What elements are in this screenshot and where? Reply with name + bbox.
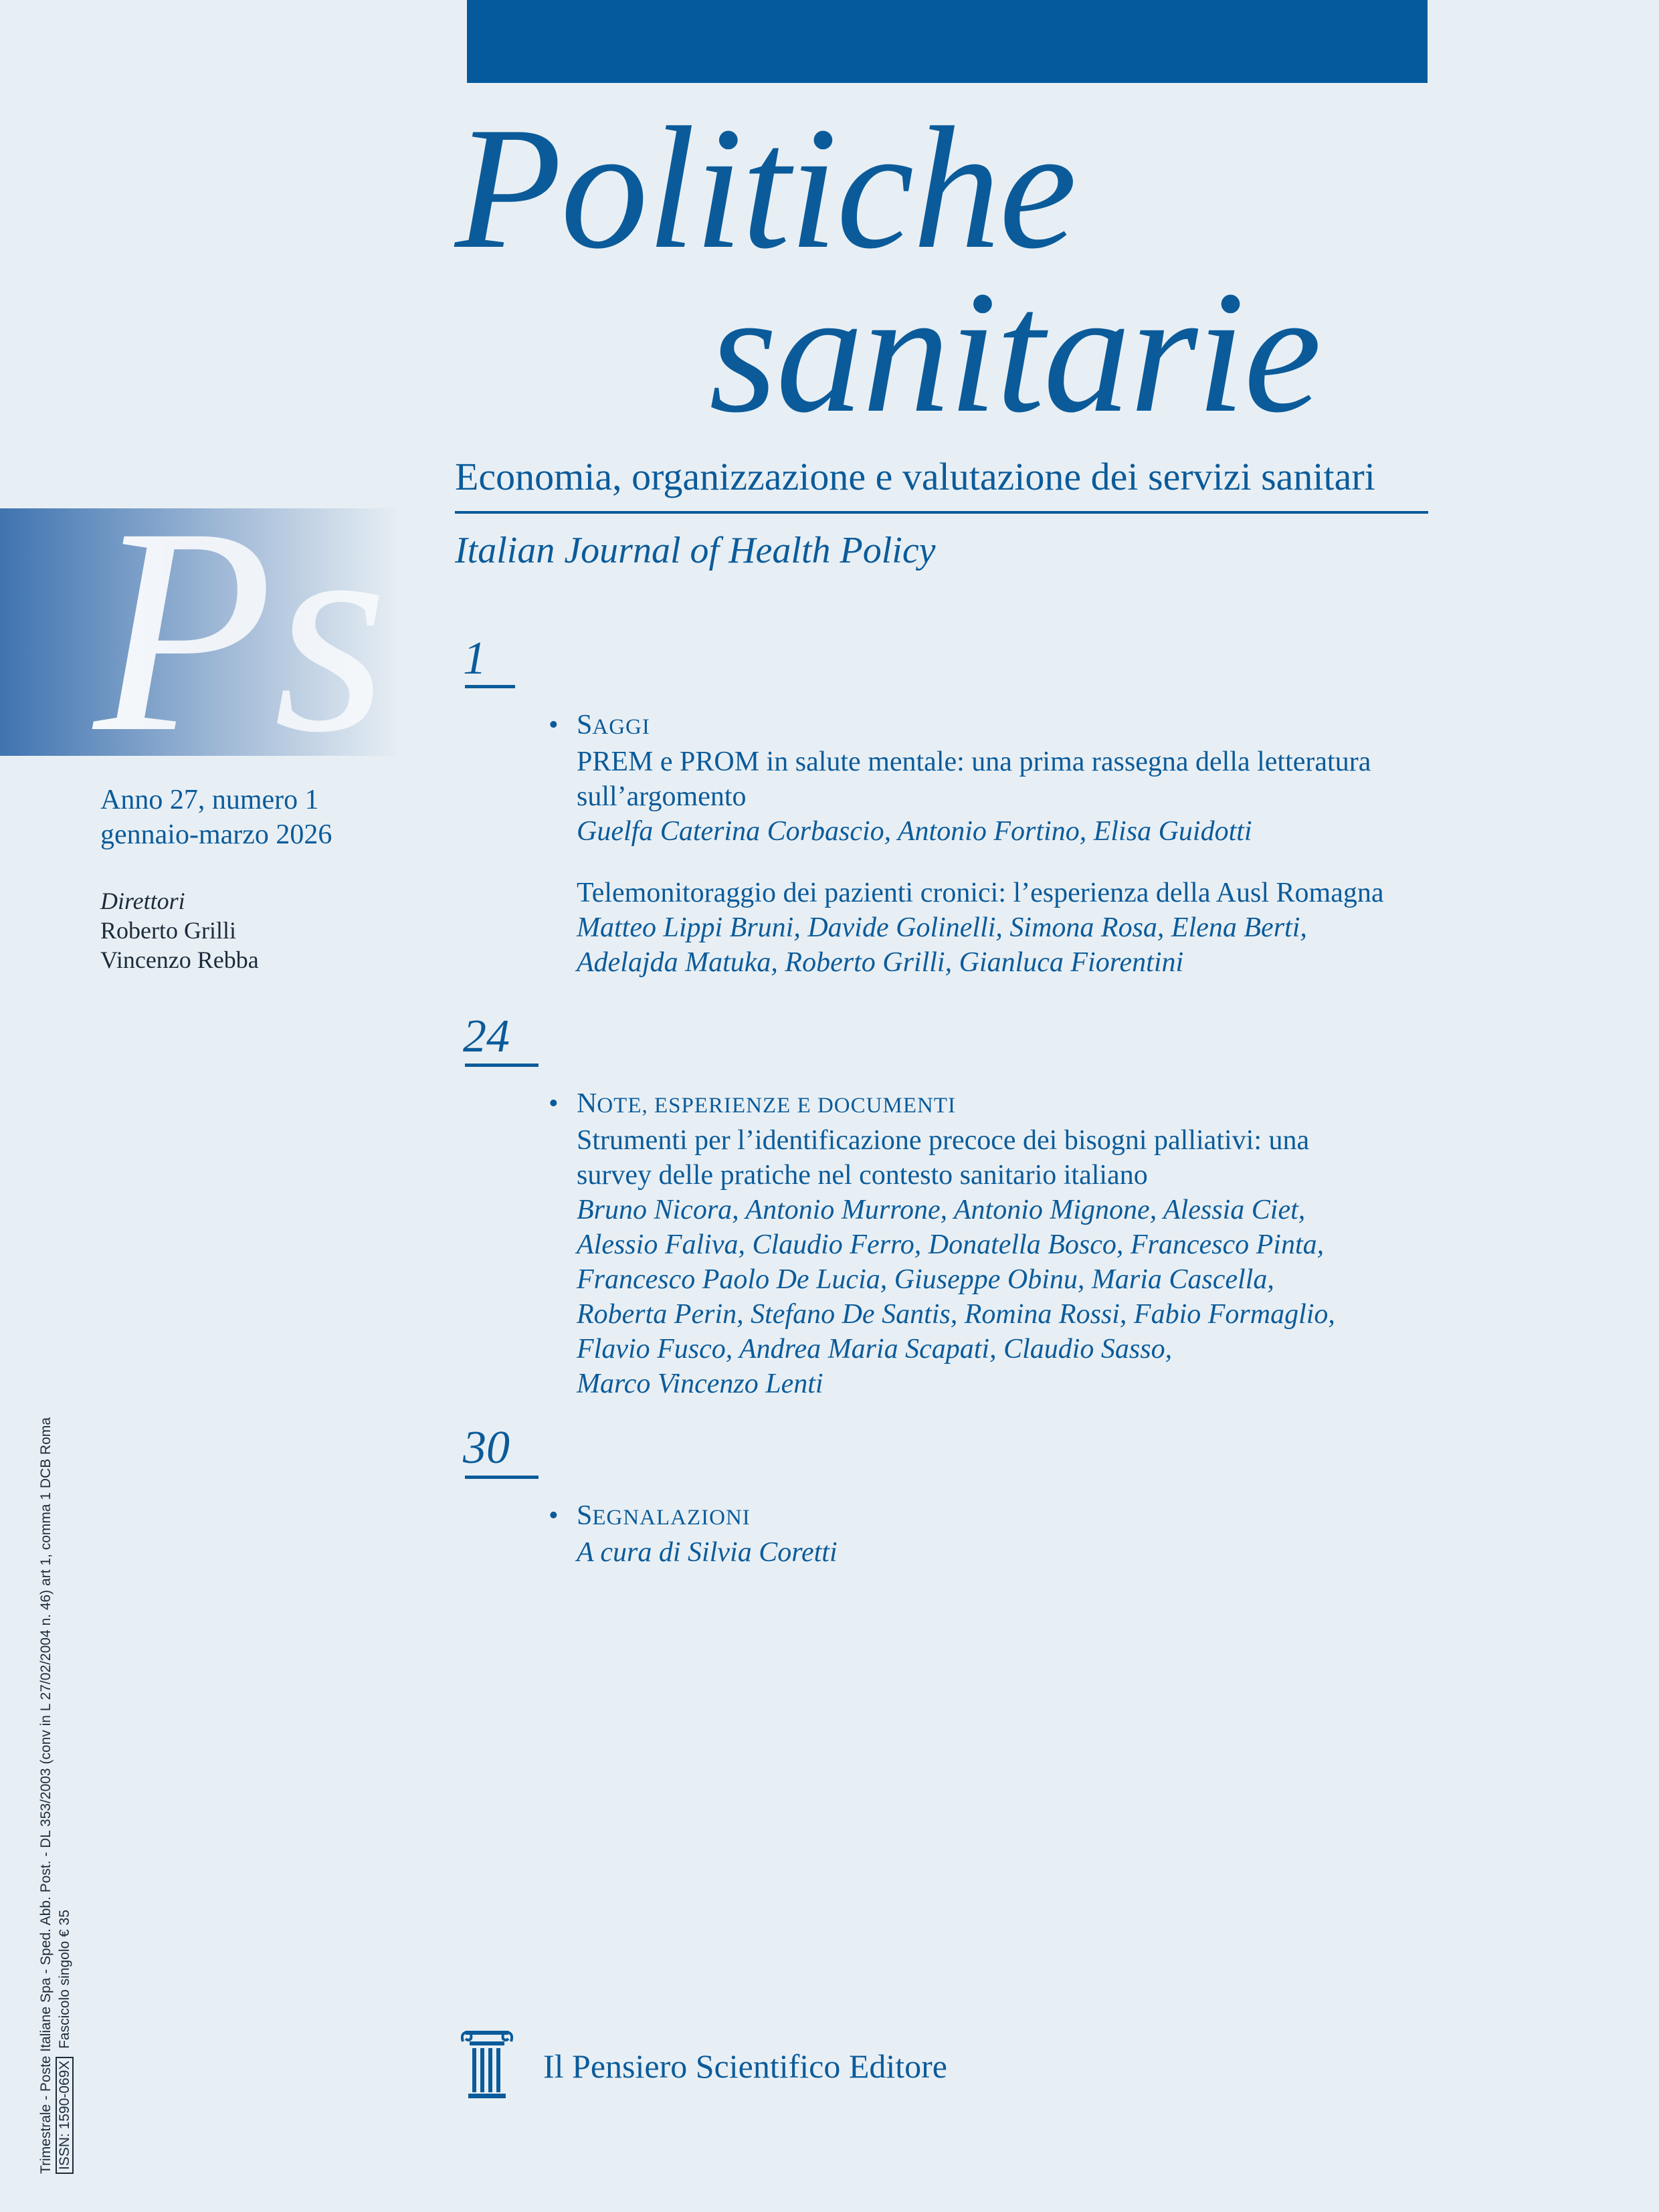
authors-line: Flavio Fusco, Andrea Maria Scapati, Claudio Sasso,: [577, 1334, 1173, 1365]
journal-title-line2: sanitarie: [709, 255, 1321, 449]
article-title-line: PREM e PROM in salute mentale: una prima rassegna della letteratura: [577, 746, 1371, 777]
page-number: 24: [463, 1011, 510, 1062]
section-title-initial: N: [577, 1088, 597, 1119]
director-name: Vincenzo Rebba: [100, 946, 259, 973]
column-logo-icon: [460, 2027, 514, 2100]
article-authors: [577, 1535, 1413, 1570]
article-title: [577, 744, 1413, 814]
page-number: 1: [463, 633, 486, 684]
article-title-line: Telemonitoraggio dei pazienti cronici: l’esperienza della Ausl Romagna: [577, 878, 1384, 908]
price: Fascicolo singolo € 35: [57, 1910, 72, 2049]
bullet-icon: •: [549, 1088, 559, 1119]
authors-line: Adelajda Matuka, Roberto Grilli, Gianluca Fiorentini: [577, 947, 1184, 978]
authors-line: Matteo Lippi Bruni, Davide Golinelli, Simona Rosa, Elena Berti,: [577, 912, 1307, 943]
article-title: [577, 1123, 1413, 1193]
journal-title-line1: Politiche: [455, 91, 1076, 285]
article-title-line: Strumenti per l’identificazione precoce dei bisogni palliativi: una: [577, 1125, 1310, 1156]
top-color-bar: [467, 0, 1428, 83]
toc-section: [549, 1086, 1413, 1401]
issue-date: gennaio-marzo 2026: [100, 819, 332, 850]
section-title: AGGI: [592, 715, 650, 739]
section-title-initial: S: [577, 710, 593, 740]
issn: ISSN: 1590-069X: [56, 2057, 74, 2174]
page-number: 30: [463, 1422, 510, 1474]
bullet-icon: •: [549, 710, 559, 740]
journal-subtitle: Economia, organizzazione e valutazione dei servizi sanitari: [455, 455, 1375, 498]
toc-section: [549, 708, 1413, 980]
section-title: EGNALAZIONI: [592, 1506, 751, 1530]
issue-number: Anno 27, numero 1: [100, 785, 319, 815]
section-title: OTE, ESPERIENZE E DOCUMENTI: [597, 1094, 956, 1118]
page-number-rule: [465, 1064, 539, 1067]
directors-label: Direttori: [100, 888, 185, 914]
ps-logo-letters: Ps: [94, 508, 388, 756]
bullet-icon: •: [549, 1500, 559, 1531]
article-authors: [577, 1193, 1413, 1401]
page-number-rule: [465, 685, 515, 688]
english-title: Italian Journal of Health Policy: [455, 530, 936, 571]
authors-line: Alessio Faliva, Claudio Ferro, Donatella Bosco, Francesco Pinta,: [577, 1229, 1325, 1260]
directors-block: [100, 886, 259, 975]
authors-line: Roberta Perin, Stefano De Santis, Romina Rossi, Fabio Formaglio,: [577, 1299, 1335, 1330]
authors-line: A cura di Silvia Coretti: [577, 1537, 838, 1568]
authors-line: Marco Vincenzo Lenti: [577, 1369, 823, 1399]
postal-info: [37, 1417, 74, 2174]
page-number-rule: [465, 1476, 539, 1479]
section-title-initial: S: [577, 1500, 593, 1531]
article-title-line: survey delle pratiche nel contesto sanitario italiano: [577, 1160, 1148, 1191]
article-authors: [577, 814, 1413, 849]
authors-line: Bruno Nicora, Antonio Murrone, Antonio Mignone, Alessia Ciet,: [577, 1195, 1306, 1225]
article-title-line: sull’argomento: [577, 781, 747, 812]
authors-line: Francesco Paolo De Lucia, Giuseppe Obinu, Maria Cascella,: [577, 1264, 1274, 1295]
postal-line: Trimestrale - Poste Italiane Spa - Sped. Abb. Post. - DL 353/2003 (conv in L 27/02/2004 n. 46) art 1, comma 1 DCB Roma: [38, 1417, 54, 2174]
issue-info: [100, 783, 332, 852]
article-title: [577, 876, 1413, 910]
article-authors: [577, 910, 1413, 980]
subtitle-rule: [455, 511, 1428, 514]
publisher-name: Il Pensiero Scientifico Editore: [543, 2047, 948, 2085]
director-name: Roberto Grilli: [100, 917, 236, 944]
ps-logo-icon: [0, 508, 401, 756]
authors-line: Guelfa Caterina Corbascio, Antonio Fortino, Elisa Guidotti: [577, 816, 1252, 847]
toc-section: [549, 1498, 1413, 1570]
